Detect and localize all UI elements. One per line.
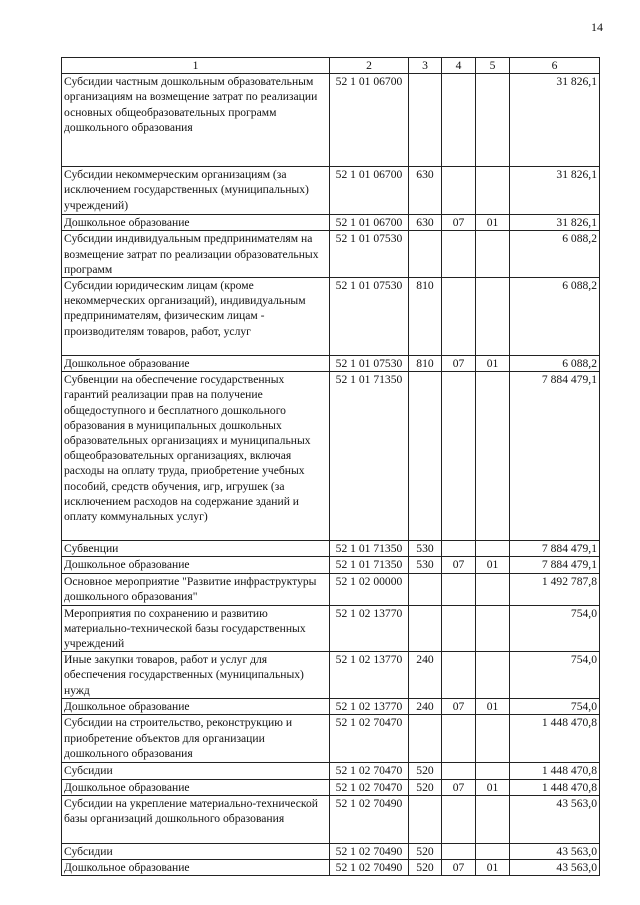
row-col-5 xyxy=(476,231,510,278)
row-col-5 xyxy=(476,278,510,356)
row-col-5: 01 xyxy=(476,699,510,715)
table-row xyxy=(62,356,600,372)
row-col-4: 07 xyxy=(442,860,476,876)
row-col-5 xyxy=(476,605,510,652)
row-code: 52 1 01 71350 xyxy=(330,557,409,573)
table-row xyxy=(62,372,600,541)
row-name: Дошкольное образование xyxy=(62,779,330,795)
row-name: Субвенции xyxy=(62,541,330,557)
row-col-4: 07 xyxy=(442,557,476,573)
row-col-3 xyxy=(409,573,442,605)
row-col-3: 240 xyxy=(409,652,442,699)
row-col-5 xyxy=(476,573,510,605)
row-name: Субсидии юридическим лицам (кроме некоммерческих организаций), индивидуальным предпринимателям, физическим лицам - производителям товаров, работ, услуг xyxy=(62,278,330,356)
row-name: Субсидии на строительство, реконструкцию и приобретение объектов для организации дошкольного образования xyxy=(62,715,330,763)
row-col-5 xyxy=(476,74,510,167)
row-code: 52 1 01 06700 xyxy=(330,215,409,231)
table-row xyxy=(62,715,600,763)
row-col-5 xyxy=(476,541,510,557)
row-col-5 xyxy=(476,167,510,215)
row-name: Дошкольное образование xyxy=(62,215,330,231)
row-col-4: 07 xyxy=(442,779,476,795)
row-col-3: 810 xyxy=(409,278,442,356)
row-col-5 xyxy=(476,372,510,541)
row-amount: 31 826,1 xyxy=(510,167,600,215)
row-col-3: 630 xyxy=(409,167,442,215)
row-col-3 xyxy=(409,605,442,652)
row-code: 52 1 02 13770 xyxy=(330,605,409,652)
row-col-3: 520 xyxy=(409,843,442,859)
row-code: 52 1 02 70490 xyxy=(330,795,409,843)
row-name: Дошкольное образование xyxy=(62,356,330,372)
row-name: Иные закупки товаров, работ и услуг для обеспечения государственных (муниципальных) нужд xyxy=(62,652,330,699)
row-col-5: 01 xyxy=(476,779,510,795)
row-code: 52 1 01 07530 xyxy=(330,231,409,278)
row-col-4 xyxy=(442,231,476,278)
row-amount: 1 448 470,8 xyxy=(510,715,600,763)
row-amount: 6 088,2 xyxy=(510,356,600,372)
row-col-4 xyxy=(442,763,476,779)
header-col-3: 3 xyxy=(409,58,442,74)
row-col-4 xyxy=(442,573,476,605)
row-col-4 xyxy=(442,795,476,843)
row-amount: 1 448 470,8 xyxy=(510,763,600,779)
row-col-3: 520 xyxy=(409,860,442,876)
row-name: Дошкольное образование xyxy=(62,860,330,876)
row-code: 52 1 01 71350 xyxy=(330,541,409,557)
table-row xyxy=(62,795,600,843)
table-row xyxy=(62,557,600,573)
row-name: Дошкольное образование xyxy=(62,699,330,715)
table-row xyxy=(62,573,600,605)
row-code: 52 1 01 71350 xyxy=(330,372,409,541)
header-col-1: 1 xyxy=(62,58,330,74)
table-row xyxy=(62,74,600,167)
row-col-4 xyxy=(442,278,476,356)
table-row xyxy=(62,843,600,859)
row-col-3: 630 xyxy=(409,215,442,231)
row-name: Дошкольное образование xyxy=(62,557,330,573)
row-col-4 xyxy=(442,715,476,763)
header-col-6: 6 xyxy=(510,58,600,74)
row-code: 52 1 02 70470 xyxy=(330,715,409,763)
header-col-4: 4 xyxy=(442,58,476,74)
row-col-5: 01 xyxy=(476,215,510,231)
table-row xyxy=(62,699,600,715)
row-col-4: 07 xyxy=(442,356,476,372)
table-row xyxy=(62,605,600,652)
row-col-3: 530 xyxy=(409,541,442,557)
row-col-4 xyxy=(442,843,476,859)
budget-table xyxy=(61,57,600,876)
row-col-4 xyxy=(442,74,476,167)
table-row xyxy=(62,541,600,557)
row-name: Основное мероприятие "Развитие инфраструктуры дошкольного образования" xyxy=(62,573,330,605)
row-code: 52 1 02 70490 xyxy=(330,843,409,859)
row-name: Субсидии индивидуальным предпринимателям на возмещение затрат по реализации образовательных программ xyxy=(62,231,330,278)
row-amount: 1 492 787,8 xyxy=(510,573,600,605)
row-col-4 xyxy=(442,605,476,652)
header-col-5: 5 xyxy=(476,58,510,74)
row-col-4 xyxy=(442,541,476,557)
row-col-4 xyxy=(442,167,476,215)
row-col-3 xyxy=(409,231,442,278)
row-col-3: 520 xyxy=(409,779,442,795)
header-col-2: 2 xyxy=(330,58,409,74)
row-amount: 43 563,0 xyxy=(510,795,600,843)
table-row xyxy=(62,860,600,876)
row-col-3 xyxy=(409,74,442,167)
row-code: 52 1 01 06700 xyxy=(330,74,409,167)
page-number: 14 xyxy=(591,20,603,34)
row-name: Субвенции на обеспечение государственных гарантий реализации прав на получение общедоступного и бесплатного дошкольного образования в муниципальных дошкольных образовательных организациях и муниципальных общеобразовательных организациях, включая расходы на оплату труда, приобретение учебных пособий, средств обучения, игр, игрушек (за исключением расходов на содержание зданий и оплату коммунальных услуг) xyxy=(62,372,330,541)
row-code: 52 1 01 07530 xyxy=(330,278,409,356)
row-col-5: 01 xyxy=(476,860,510,876)
row-amount: 6 088,2 xyxy=(510,231,600,278)
row-col-3 xyxy=(409,795,442,843)
row-code: 52 1 02 13770 xyxy=(330,652,409,699)
row-col-3: 520 xyxy=(409,763,442,779)
row-amount: 754,0 xyxy=(510,699,600,715)
row-code: 52 1 01 06700 xyxy=(330,167,409,215)
row-col-4 xyxy=(442,652,476,699)
row-col-3 xyxy=(409,715,442,763)
row-code: 52 1 02 70470 xyxy=(330,763,409,779)
row-col-3: 530 xyxy=(409,557,442,573)
table-row xyxy=(62,278,600,356)
row-amount: 7 884 479,1 xyxy=(510,541,600,557)
row-name: Субсидии частным дошкольным образовательным организациям на возмещение затрат по реализации основных общеобразовательных программ дошкольного образования xyxy=(62,74,330,167)
table-row xyxy=(62,215,600,231)
row-amount: 31 826,1 xyxy=(510,74,600,167)
row-amount: 31 826,1 xyxy=(510,215,600,231)
row-amount: 43 563,0 xyxy=(510,860,600,876)
row-amount: 7 884 479,1 xyxy=(510,372,600,541)
row-amount: 754,0 xyxy=(510,652,600,699)
row-code: 52 1 02 00000 xyxy=(330,573,409,605)
row-name: Субсидии на укрепление материально-технической базы организаций дошкольного образования xyxy=(62,795,330,843)
table-row xyxy=(62,652,600,699)
row-col-5 xyxy=(476,715,510,763)
row-amount: 1 448 470,8 xyxy=(510,779,600,795)
row-col-4 xyxy=(442,372,476,541)
row-amount: 7 884 479,1 xyxy=(510,557,600,573)
row-col-5: 01 xyxy=(476,557,510,573)
header-row xyxy=(62,58,600,74)
row-col-5 xyxy=(476,843,510,859)
row-name: Мероприятия по сохранению и развитию материально-технической базы государственных учреждений xyxy=(62,605,330,652)
row-amount: 6 088,2 xyxy=(510,278,600,356)
row-col-4: 07 xyxy=(442,215,476,231)
row-amount: 754,0 xyxy=(510,605,600,652)
row-code: 52 1 02 13770 xyxy=(330,699,409,715)
row-code: 52 1 02 70490 xyxy=(330,860,409,876)
row-col-5: 01 xyxy=(476,356,510,372)
row-col-5 xyxy=(476,652,510,699)
row-col-3 xyxy=(409,372,442,541)
table-row xyxy=(62,167,600,215)
row-col-3: 240 xyxy=(409,699,442,715)
row-code: 52 1 01 07530 xyxy=(330,356,409,372)
row-name: Субсидии xyxy=(62,763,330,779)
row-name: Субсидии некоммерческим организациям (за исключением государственных (муниципальных) учреждений) xyxy=(62,167,330,215)
table-row xyxy=(62,779,600,795)
row-code: 52 1 02 70470 xyxy=(330,779,409,795)
row-amount: 43 563,0 xyxy=(510,843,600,859)
row-col-4: 07 xyxy=(442,699,476,715)
table-row xyxy=(62,763,600,779)
row-col-5 xyxy=(476,763,510,779)
table-row xyxy=(62,231,600,278)
row-name: Субсидии xyxy=(62,843,330,859)
row-col-5 xyxy=(476,795,510,843)
row-col-3: 810 xyxy=(409,356,442,372)
